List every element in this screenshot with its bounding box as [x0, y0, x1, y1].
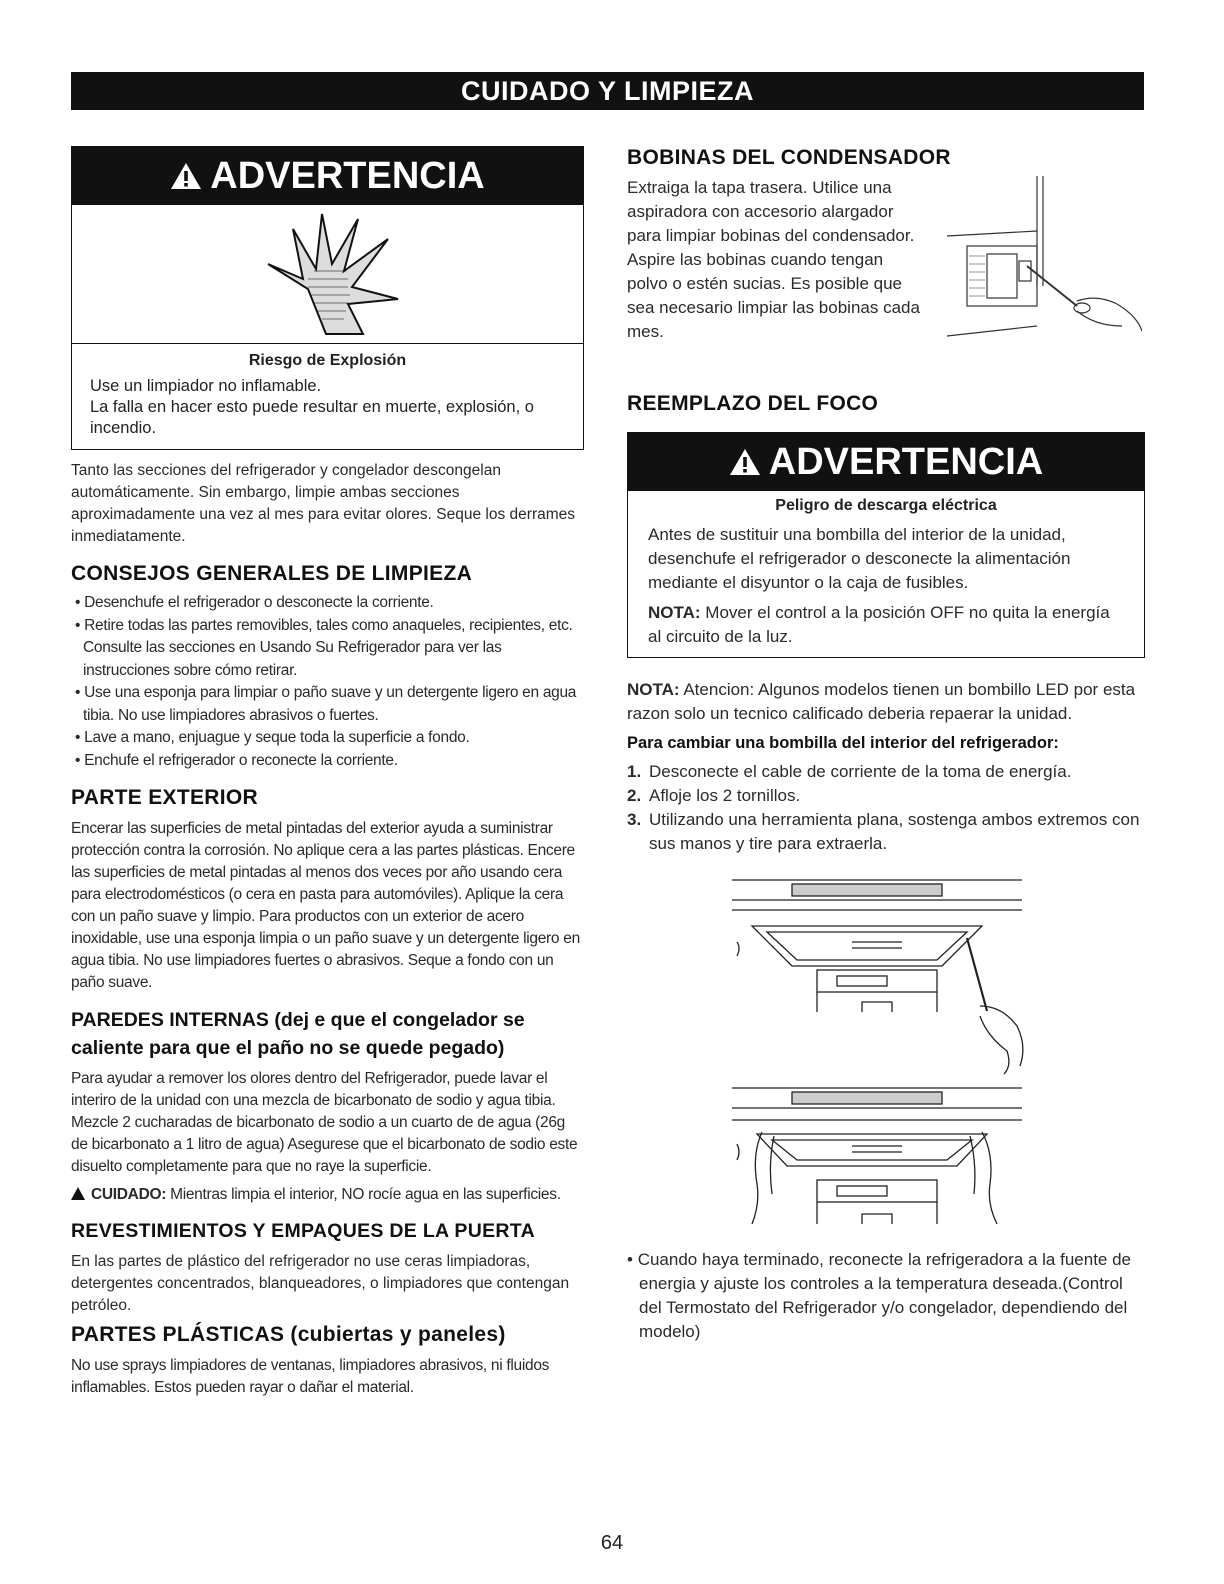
led-note — [627, 678, 1147, 726]
consejos-heading: CONSEJOS GENERALES DE LIMPIEZA — [71, 562, 473, 585]
warning-note — [648, 601, 1124, 649]
warning-line-1: Use un limpiador no inflamable. — [90, 377, 322, 395]
list-item: • Retire todas las partes removibles, tales como anaqueles, recipientes, etc. Consulte las secciones en Usando Su Refrigerador para ver las instrucciones sobre cómo retirar. — [75, 616, 573, 679]
caution-text: Mientras limpia el interior, NO rocíe agua en las superficies. — [166, 1186, 561, 1203]
list-item: 1. Desconecte el cable de corriente de la toma de energía. — [627, 762, 1072, 781]
plasticas-heading: PARTES PLÁSTICAS (cubiertas y paneles) — [71, 1323, 506, 1346]
warning-body: Antes de sustituir una bombilla del interior de la unidad, desenchufe el refrigerador o desconecte la alimentación mediante el disyuntor o la caja de fusibles. — [648, 525, 1071, 592]
bobinas-text: Extraiga la tapa trasera. Utilice una aspiradora con accesorio alargador para limpiar bobinas del condensador. Aspire las bobinas cuando tengan polvo o estén sucias. Es posible que sea necesario limpiar las bobinas cada mes. — [627, 178, 920, 341]
exterior-heading: PARTE EXTERIOR — [71, 786, 258, 809]
note-label: NOTA: — [627, 680, 680, 699]
condenser-coil-illustration — [927, 176, 1142, 346]
shock-warning-box — [627, 432, 1145, 658]
warning-triangle-icon — [729, 448, 761, 476]
risk-title: Peligro de descarga eléctrica — [775, 497, 997, 514]
risk-title: Riesgo de Explosión — [248, 352, 407, 369]
note-text: Mover el control a la posición OFF no quita la energía al circuito de la luz. — [648, 603, 1110, 646]
bobinas-heading: BOBINAS DEL CONDENSADOR — [627, 146, 951, 169]
caution-note — [71, 1184, 584, 1206]
light-cover-removal-illustration — [732, 1084, 1032, 1234]
section-banner: CUIDADO Y LIMPIEZA — [71, 72, 1144, 110]
bobinas-section — [627, 176, 1147, 346]
warning-text — [72, 370, 583, 449]
intro-text: Tanto las secciones del refrigerador y congelador descongelan automáticamente. Sin embargo, limpie ambas secciones aproximadamente una vez al mes para evitar olores. Seque los derrames inmediatamente. — [71, 462, 576, 545]
final-note: • Cuando haya terminado, reconecte la refrigeradora a la fuente de energia y ajuste los controles a la temperatura deseada.(Control del Termostato del Refrigerador y/o congelador, dependiendo del modelo) — [627, 1250, 1132, 1341]
light-cover-screwdriver-illustration — [732, 876, 1032, 1076]
list-item: • Use una esponja para limpiar o paño suave y un detergente ligero en agua tibia. No use limpiadores abrasivos o fuertes. — [75, 684, 577, 724]
explosion-icon — [248, 209, 408, 339]
note-label: NOTA: — [648, 603, 701, 622]
list-item: 2. Afloje los 2 tornillos. — [627, 786, 801, 805]
left-column — [71, 146, 584, 1399]
warning-triangle-icon — [170, 162, 202, 190]
paredes-text: Para ayudar a remover los olores dentro del Refrigerador, puede lavar el interiro de la unidad con una mezcla de bicarbonato de sodio y agua tibia. Mezcle 2 cucharadas de bicarbonato de sodio a un cuarto de de agua (26g de bicarbonato a 1 litro de agua) Asegurese que el bicarbonato de sodio este disuelto completamente para que no raye la superficie. — [71, 1070, 578, 1175]
list-item: • Desenchufe el refrigerador o desconecte la corriente. — [75, 594, 434, 611]
warning-header — [628, 433, 1144, 491]
steps-list — [627, 760, 1147, 856]
list-item: • Enchufe el refrigerador o reconecte la corriente. — [75, 751, 398, 769]
revestimientos-heading: REVESTIMIENTOS Y EMPAQUES DE LA PUERTA — [71, 1220, 535, 1242]
right-column — [627, 146, 1147, 1344]
revestimientos-text: En las partes de plástico del refrigerador no use ceras limpiadoras, detergentes concentrados, blanqueadores, o limpiadores que contengan petróleo. — [71, 1253, 570, 1314]
warning-header-text: ADVERTENCIA — [210, 155, 485, 197]
steps-subheading: Para cambiar una bombilla del interior del refrigerador: — [627, 734, 1059, 752]
caution-label: CUIDADO: — [91, 1186, 167, 1203]
paredes-heading: PAREDES INTERNAS (dej e que el congelador se caliente para que el paño no se quede pegado) — [71, 1009, 525, 1059]
caution-triangle-icon — [71, 1187, 85, 1200]
warning-text — [628, 515, 1144, 657]
explosion-warning-box — [71, 146, 584, 450]
warning-header-text: ADVERTENCIA — [768, 441, 1044, 483]
consejos-list — [71, 592, 584, 772]
explosion-pictogram — [72, 205, 583, 344]
exterior-text: Encerar las superficies de metal pintadas del exterior ayuda a suministrar protección contra la corrosión. No aplique cera a las partes plásticas. Encere las superficies de metal pintadas al menos dos veces por año usando cera para electrodomésticos (o cera en pasta para automóviles). Aplique la cera con un paño suave y limpio. Para productos con un exterior de acero inoxidable, use una esponja limpia o un paño suave y un detergente ligero en agua tibia. No use limpiadores fuertes o abrasivos. Seque a fondo con un paño suave. — [71, 820, 580, 991]
list-item: • Lave a mano, enjuague y seque toda la superficie a fondo. — [75, 729, 470, 746]
page-number: 64 — [600, 1532, 624, 1554]
foco-heading: REEMPLAZO DEL FOCO — [627, 392, 879, 415]
note-text: Atencion: Algunos modelos tienen un bombillo LED por esta razon solo un tecnico calificado deberia repaerar la unidad. — [627, 680, 1136, 723]
list-item: 3. Utilizando una herramienta plana, sostenga ambos extremos con sus manos y tire para extraerla. — [627, 810, 1140, 853]
warning-line-2: La falla en hacer esto puede resultar en muerte, explosión, o incendio. — [90, 398, 534, 437]
plasticas-text: No use sprays limpiadores de ventanas, limpiadores abrasivos, ni fluidos inflamables. Estos pueden rayar o dañar el material. — [71, 1357, 550, 1396]
warning-header — [72, 147, 583, 205]
